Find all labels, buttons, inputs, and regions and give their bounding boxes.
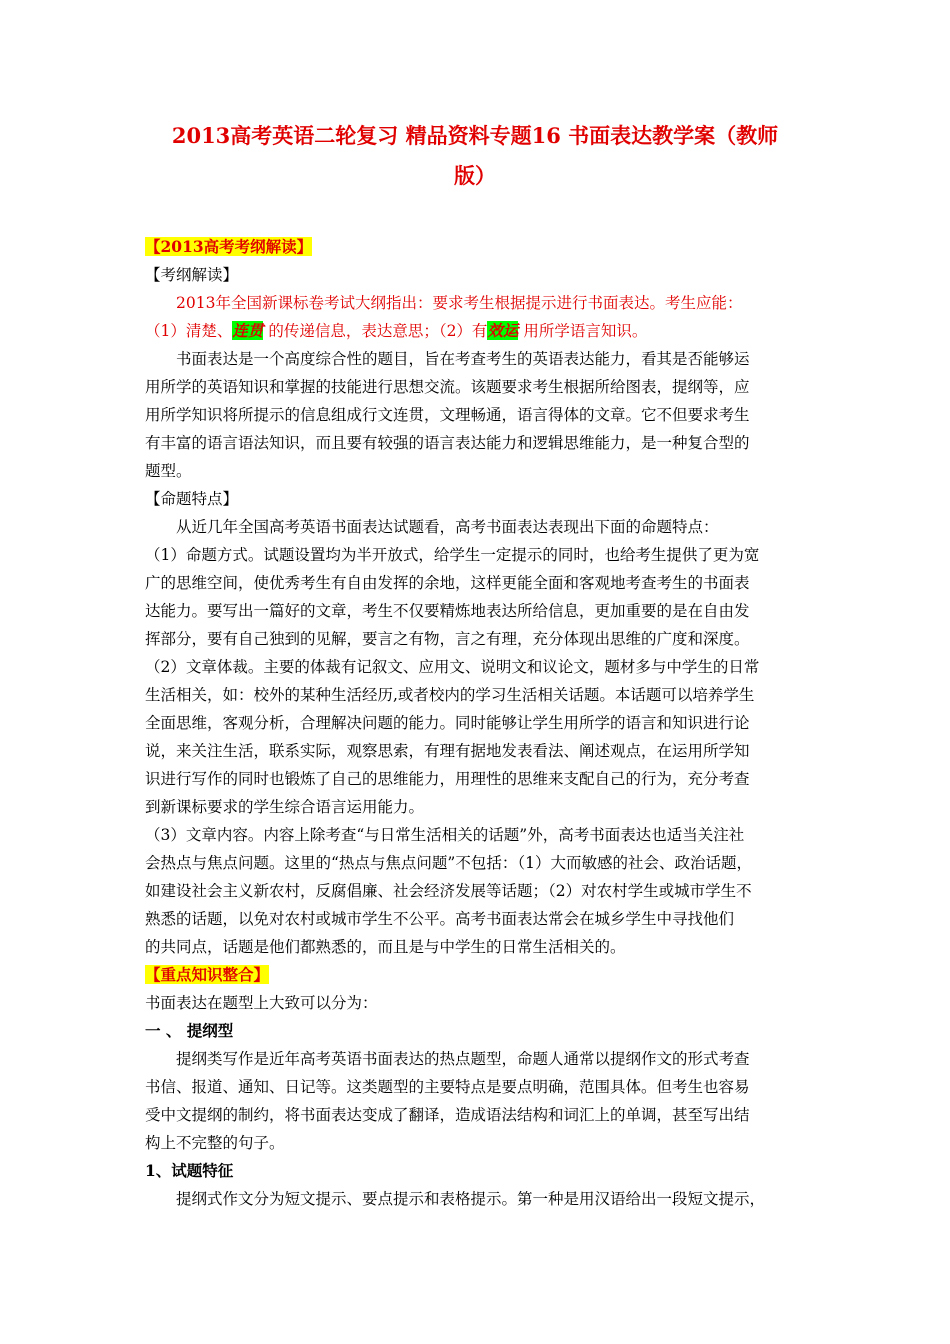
type1-line: 提纲类写作是近年高考英语书面表达的热点题型，命题人通常以提纲作文的形式考查 bbox=[176, 1050, 750, 1068]
features-intro: 从近几年全国高考英语书面表达试题看，高考书面表达表现出下面的命题特点： bbox=[176, 518, 719, 536]
highlight-effective: 效运 bbox=[487, 321, 519, 340]
point2-line: 识进行写作的同时也锻炼了自己的思维能力，用理性的思维来支配自己的行为，充分考查 bbox=[145, 770, 750, 788]
para1-line: 用所学知识将所提示的信息组成行文连贯，文理畅通，语言得体的文章。它不但要求考生 bbox=[145, 406, 750, 424]
subsection-para: 提纲式作文分为短文提示、要点提示和表格提示。第一种是用汉语给出一段短文提示， bbox=[176, 1190, 766, 1208]
title-line-1: 2013高考英语二轮复习 精品资料专题16 书面表达教学案（教师 bbox=[171, 123, 779, 148]
type1-line: 书信、报道、通知、日记等。这类题型的主要特点是要点明确，范围具体。但考生也容易 bbox=[145, 1078, 750, 1096]
point3-line: 熟悉的话题，以免对农村或城市学生不公平。高考书面表达常会在城乡学生中寻找他们 bbox=[145, 910, 735, 928]
point3-line: 会热点与焦点问题。这里的“热点与焦点问题”不包括：（1）大而敏感的社会、政治话题， bbox=[145, 854, 752, 872]
para1-line: 题型。 bbox=[145, 462, 192, 480]
point2-line: 生活相关，如：校外的某种生活经历,或者校内的学习生活相关话题。本话题可以培养学生 bbox=[145, 686, 755, 704]
type1-heading: 一 、 提纲型 bbox=[145, 1021, 234, 1040]
point3-line: 如建设社会主义新农村，反腐倡廉、社会经济发展等话题；（2）对农村学生或城市学生不 bbox=[145, 882, 752, 900]
section-heading-key-knowledge: 【重点知识整合】 bbox=[145, 965, 270, 984]
para1-line: 书面表达是一个高度综合性的题目，旨在考查考生的英语表达能力，看其是否能够运 bbox=[176, 350, 750, 368]
title-line-2: 版） bbox=[454, 163, 496, 188]
type1-line: 构上不完整的句子。 bbox=[145, 1134, 285, 1152]
point1-line: 广的思维空间，使优秀考生有自由发挥的余地，这样更能全面和客观地考查考生的书面表 bbox=[145, 574, 750, 592]
subheading-features: 【命题特点】 bbox=[145, 490, 239, 508]
point1-line: 达能力。要写出一篇好的文章，考生不仅要精炼地表达所给信息，更加重要的是在自由发 bbox=[145, 602, 750, 620]
type1-line: 受中文提纲的制约，将书面表达变成了翻译，造成语法结构和词汇上的单调，甚至写出结 bbox=[145, 1106, 750, 1124]
point1-line: 挥部分，要有自己独到的见解，要言之有物，言之有理，充分体现出思维的广度和深度。 bbox=[145, 630, 750, 648]
point1-line: （1）命题方式。试题设置均为半开放式，给学生一定提示的同时，也给考生提供了更为宽 bbox=[145, 546, 760, 564]
point2-line: 全面思维，客观分析，合理解决问题的能力。同时能够让学生用所学的语言和知识进行论 bbox=[145, 714, 750, 732]
syllabus-requirements: （1）清楚、连贯 的传递信息，表达意思；（2）有效运 用所学语言知识。 bbox=[145, 321, 648, 340]
point2-line: 说，来关注生活，联系实际，观察思索，有理有据地发表看法、阐述观点，在运用所学知 bbox=[145, 742, 750, 760]
point3-line: 的共同点，话题是他们都熟悉的，而且是与中学生的日常生活相关的。 bbox=[145, 938, 626, 956]
highlight-coherent: 连贯 bbox=[232, 321, 264, 340]
point2-line: （2）文章体裁。主要的体裁有记叙文、应用文、说明文和议论文，题材多与中学生的日常 bbox=[145, 658, 760, 676]
document-title bbox=[130, 116, 820, 196]
subsection-heading-features: 1、试题特征 bbox=[145, 1161, 234, 1180]
point2-line: 到新课标要求的学生综合语言运用能力。 bbox=[145, 798, 425, 816]
para1-line: 有丰富的语言语法知识，而且要有较强的语言表达能力和逻辑思维能力，是一种复合型的 bbox=[145, 434, 750, 452]
types-intro: 书面表达在题型上大致可以分为： bbox=[145, 994, 378, 1012]
document-body bbox=[145, 233, 813, 1213]
para1-line: 用所学的英语知识和掌握的技能进行思想交流。该题要求考生根据所给图表，提纲等，应 bbox=[145, 378, 750, 396]
syllabus-statement: 2013年全国新课标卷考试大纲指出：要求考生根据提示进行书面表达。考生应能： bbox=[176, 294, 743, 312]
section-heading-outline: 【2013高考考纲解读】 bbox=[145, 237, 313, 256]
point3-line: （3）文章内容。内容上除考查“与日常生活相关的话题”外，高考书面表达也适当关注社 bbox=[145, 826, 745, 844]
subheading-outline-reading: 【考纲解读】 bbox=[145, 266, 239, 284]
